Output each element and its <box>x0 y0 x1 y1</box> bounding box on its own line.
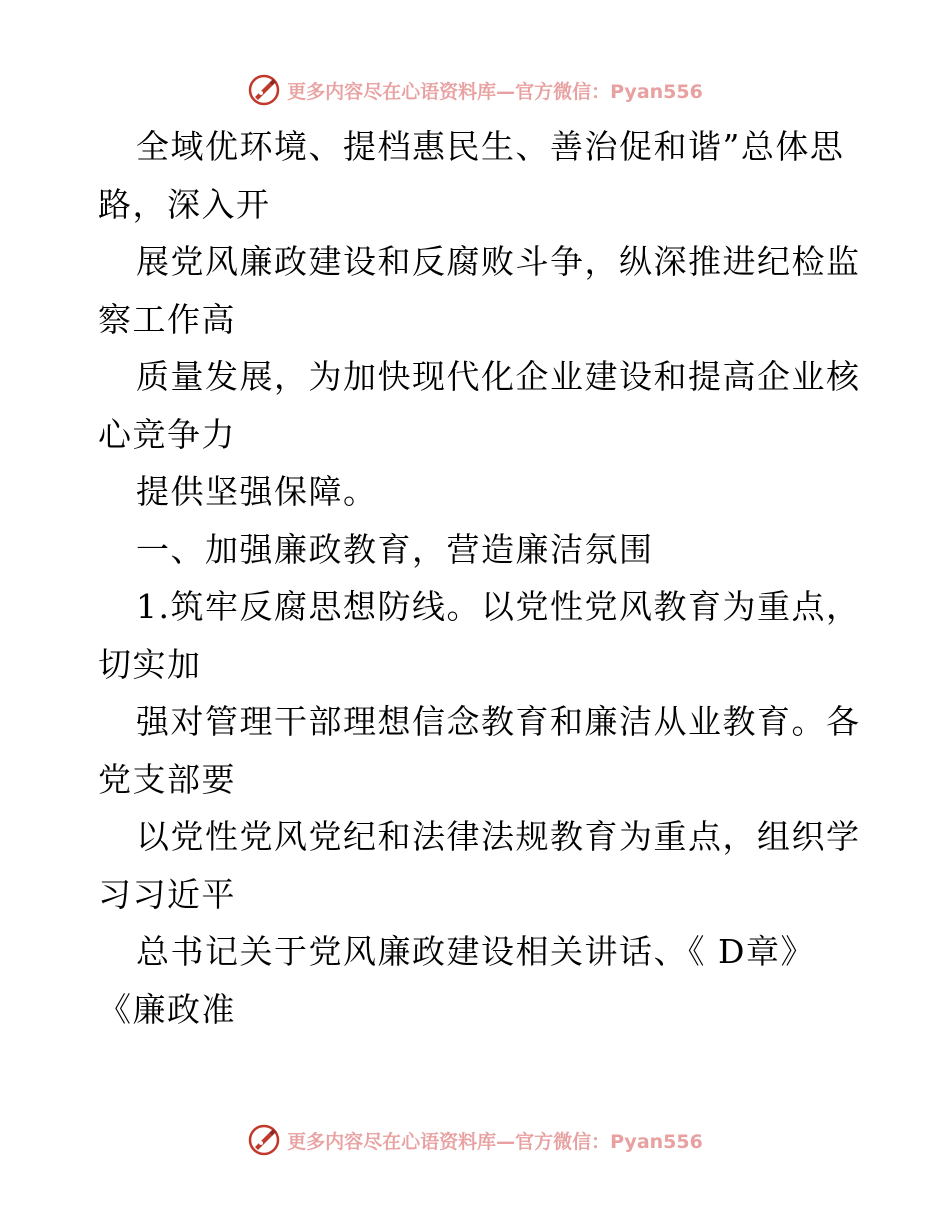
watermark-text: 更多内容尽在心语资料库—官方微信：Pyan556 <box>287 80 703 103</box>
text-line: 路，深入开 <box>98 184 271 224</box>
text-line: 强对管理干部理想信念教育和廉洁从业教育。各 <box>136 702 861 741</box>
text-line: 一、加强廉政教育，营造廉洁氛围 <box>136 529 654 569</box>
text-line: 质量发展，为加快现代化企业建设和提高企业核 <box>136 357 861 396</box>
header-watermark <box>0 70 950 110</box>
text-line: 1.筑牢反腐思想防线。以党性党风教育为重点， <box>136 587 861 626</box>
text-line: 展党风廉政建设和反腐败斗争，纵深推进纪检监 <box>136 242 861 281</box>
text-line: 提供坚强保障。 <box>136 472 378 511</box>
text-line: 以党性党风党纪和法律法规教育为重点，组织学 <box>136 817 861 856</box>
text-line: 总书记关于党风廉政建设相关讲话、《 D章》 <box>136 932 815 971</box>
writing-pen-logo-icon <box>247 73 281 107</box>
watermark-text: 更多内容尽在心语资料库—官方微信：Pyan556 <box>287 1130 703 1153</box>
document-body <box>98 118 861 1038</box>
footer-watermark <box>0 1120 950 1160</box>
text-line: 习习近平 <box>98 874 236 914</box>
text-line: 党支部要 <box>98 759 236 799</box>
text-line: 心竞争力 <box>98 414 236 454</box>
text-line: 察工作高 <box>98 299 236 339</box>
text-line: 切实加 <box>98 644 202 684</box>
writing-pen-logo-icon <box>247 1123 281 1157</box>
text-line: 全域优环境、提档惠民生、善治促和谐”总体思 <box>136 127 845 166</box>
text-line: 《廉政准 <box>98 989 236 1029</box>
